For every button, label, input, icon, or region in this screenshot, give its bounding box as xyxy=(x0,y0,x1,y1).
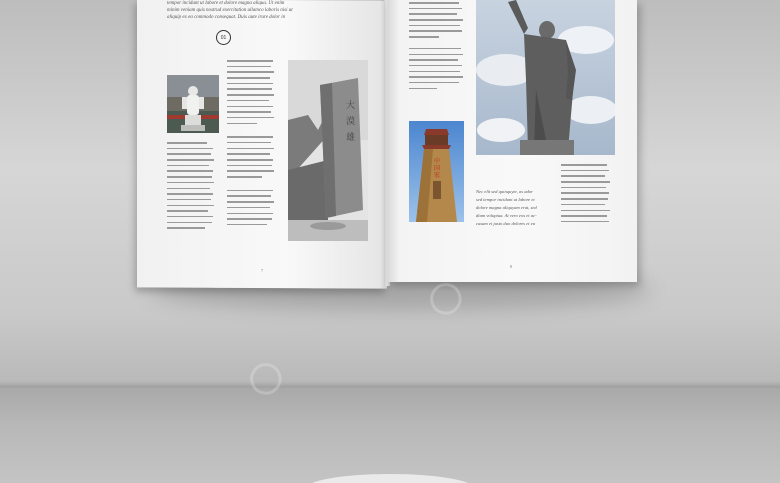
italic-line: Nec elit sed quinquyte, as ador xyxy=(476,189,533,194)
intro-line: tempor incidunt ut labore et dolore magna aliqua. Ut enim xyxy=(167,1,285,6)
left-page-number: 7 xyxy=(261,268,263,273)
section-number: 01 xyxy=(220,34,227,41)
right-text-column-top xyxy=(409,2,464,93)
watermark: ◯ xyxy=(243,354,291,401)
section-number-badge xyxy=(216,30,231,45)
tower-photo xyxy=(409,121,464,222)
left-text-column xyxy=(167,142,215,233)
middle-text-column xyxy=(227,60,275,230)
italic-line: diam voluptua. At vero eos et ac- xyxy=(476,213,537,218)
svg-text:雄: 雄 xyxy=(346,133,356,143)
svg-text:国: 国 xyxy=(433,166,441,172)
italic-caption xyxy=(476,188,537,228)
tower-sign: 中 xyxy=(433,159,441,165)
statue-photo xyxy=(167,75,219,133)
intro-line: minim veniam quis nostrud exercitation ullamco laboris nisi ut xyxy=(167,8,293,13)
svg-text:宏: 宏 xyxy=(433,173,441,179)
italic-line: cusam et justo duo dolores et ea xyxy=(476,221,536,226)
intro-line: aliquip ex ea commodo consequat. Duis aute irure dolor in xyxy=(167,15,286,20)
floor xyxy=(0,388,780,483)
leader-statue-photo xyxy=(476,0,615,155)
svg-text:大: 大 xyxy=(346,101,356,111)
italic-line: sed tempor incidunt ut labore et xyxy=(476,197,535,202)
monument-photo xyxy=(288,60,368,241)
right-page-number: 8 xyxy=(510,264,512,269)
watermark: ◯ xyxy=(423,274,471,321)
intro-text xyxy=(167,0,293,21)
right-text-column-bottom xyxy=(561,164,611,227)
svg-text:漠: 漠 xyxy=(346,117,356,127)
italic-line: dolore magna aliquyam erat, sed xyxy=(476,205,537,210)
